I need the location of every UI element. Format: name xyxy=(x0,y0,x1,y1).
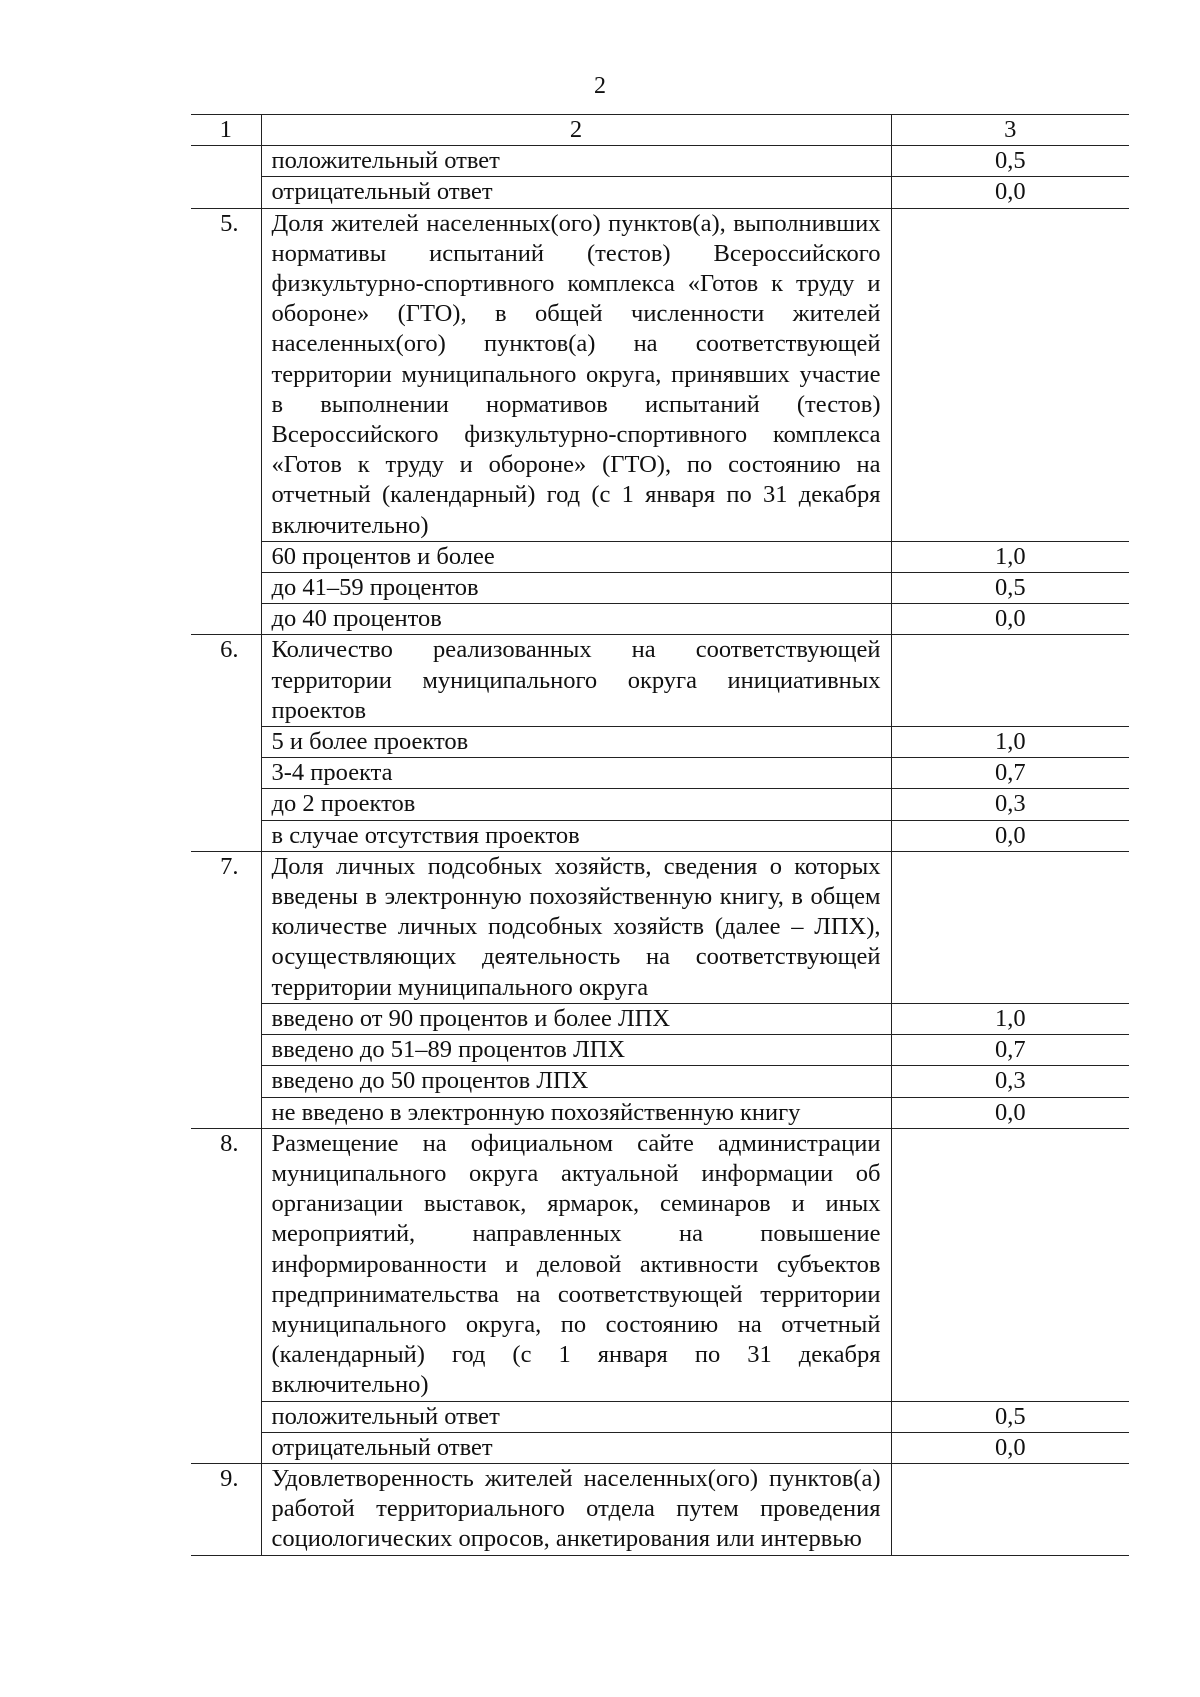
empty-number-cell xyxy=(191,820,261,851)
option-label: положительный ответ xyxy=(261,1401,891,1432)
option-label: до 40 процентов xyxy=(261,604,891,635)
option-value: 0,0 xyxy=(891,1432,1129,1463)
option-value: 1,0 xyxy=(891,541,1129,572)
option-value: 0,3 xyxy=(891,1066,1129,1097)
criteria-table-body xyxy=(191,115,1129,1556)
empty-number-cell xyxy=(191,1003,261,1034)
criterion-row xyxy=(191,1128,1129,1401)
option-label: введено до 50 процентов ЛПХ xyxy=(261,1066,891,1097)
option-value: 0,3 xyxy=(891,789,1129,820)
criterion-row xyxy=(191,1463,1129,1555)
empty-number-cell xyxy=(191,541,261,572)
empty-number-cell xyxy=(191,177,261,208)
criterion-text: Размещение на официальном сайте администрации муниципального округа актуальной информации об организации выставок, ярмарок, семинаров и иных мероприятий, направленных на повышение информированности и деловой активности субъектов предпринимательства на соответствующей территории муниципального округа, по состоянию на отчетный (календарный) год (с 1 января по 31 декабря включительно) xyxy=(261,1128,891,1401)
option-row xyxy=(191,177,1129,208)
empty-number-cell xyxy=(191,604,261,635)
option-label: до 2 проектов xyxy=(261,789,891,820)
option-row xyxy=(191,1097,1129,1128)
page-number: 2 xyxy=(594,73,606,99)
criterion-row xyxy=(191,635,1129,727)
empty-number-cell xyxy=(191,789,261,820)
table-header-row xyxy=(191,115,1129,146)
option-row xyxy=(191,604,1129,635)
criterion-number: 8. xyxy=(191,1128,261,1401)
option-row xyxy=(191,1432,1129,1463)
option-row xyxy=(191,573,1129,604)
option-value: 0,7 xyxy=(891,758,1129,789)
criterion-text: Удовлетворенность жителей населенных(ого) пунктов(а) работой территориального отдела путем проведения социологических опросов, анкетирования или интервью xyxy=(261,1463,891,1555)
header-col3: 3 xyxy=(891,115,1129,146)
criterion-number: 7. xyxy=(191,851,261,1003)
criterion-row xyxy=(191,851,1129,1003)
option-value: 0,7 xyxy=(891,1035,1129,1066)
option-row xyxy=(191,1003,1129,1034)
empty-number-cell xyxy=(191,146,261,177)
option-row xyxy=(191,1066,1129,1097)
option-row xyxy=(191,820,1129,851)
criterion-value-empty xyxy=(891,635,1129,727)
empty-number-cell xyxy=(191,1035,261,1066)
option-row xyxy=(191,541,1129,572)
option-value: 0,0 xyxy=(891,604,1129,635)
option-label: 5 и более проектов xyxy=(261,727,891,758)
option-value: 0,0 xyxy=(891,1097,1129,1128)
option-value: 1,0 xyxy=(891,1003,1129,1034)
option-label: отрицательный ответ xyxy=(261,177,891,208)
option-value: 0,5 xyxy=(891,146,1129,177)
empty-number-cell xyxy=(191,1401,261,1432)
criterion-number: 5. xyxy=(191,208,261,541)
option-label: не введено в электронную похозяйственную книгу xyxy=(261,1097,891,1128)
option-value: 1,0 xyxy=(891,727,1129,758)
option-label: введено до 51–89 процентов ЛПХ xyxy=(261,1035,891,1066)
criterion-text: Доля жителей населенных(ого) пунктов(а), выполнивших нормативы испытаний (тестов) Всероссийского физкультурно-спортивного комплекса «Готов к труду и обороне» (ГТО), в общей численности жителей населенных(ого) пунктов(а) на соответствующей территории муниципального округа, принявших участие в выполнении нормативов испытаний (тестов) Всероссийского физкультурно-спортивного комплекса «Готов к труду и обороне» (ГТО), по состоянию на отчетный (календарный) год (с 1 января по 31 декабря включительно) xyxy=(261,208,891,541)
option-label: в случае отсутствия проектов xyxy=(261,820,891,851)
option-value: 0,5 xyxy=(891,573,1129,604)
option-row xyxy=(191,1401,1129,1432)
option-row xyxy=(191,727,1129,758)
criterion-text: Количество реализованных на соответствующей территории муниципального округа инициативных проектов xyxy=(261,635,891,727)
empty-number-cell xyxy=(191,727,261,758)
criterion-value-empty xyxy=(891,1128,1129,1401)
header-col1: 1 xyxy=(191,115,261,146)
empty-number-cell xyxy=(191,573,261,604)
option-value: 0,0 xyxy=(891,820,1129,851)
option-value: 0,0 xyxy=(891,177,1129,208)
criterion-value-empty xyxy=(891,851,1129,1003)
empty-number-cell xyxy=(191,1097,261,1128)
criterion-text: Доля личных подсобных хозяйств, сведения о которых введены в электронную похозяйственную книгу, в общем количестве личных подсобных хозяйств (далее – ЛПХ), осуществляющих деятельность на соответствующей территории муниципального округа xyxy=(261,851,891,1003)
criterion-row xyxy=(191,208,1129,541)
option-row xyxy=(191,146,1129,177)
criterion-number: 9. xyxy=(191,1463,261,1555)
option-label: до 41–59 процентов xyxy=(261,573,891,604)
option-value: 0,5 xyxy=(891,1401,1129,1432)
criterion-value-empty xyxy=(891,1463,1129,1555)
option-row xyxy=(191,1035,1129,1066)
option-row xyxy=(191,789,1129,820)
header-col2: 2 xyxy=(261,115,891,146)
empty-number-cell xyxy=(191,1066,261,1097)
option-label: 3-4 проекта xyxy=(261,758,891,789)
option-label: введено от 90 процентов и более ЛПХ xyxy=(261,1003,891,1034)
option-label: положительный ответ xyxy=(261,146,891,177)
empty-number-cell xyxy=(191,1432,261,1463)
criterion-value-empty xyxy=(891,208,1129,541)
criterion-number: 6. xyxy=(191,635,261,727)
option-label: 60 процентов и более xyxy=(261,541,891,572)
criteria-table xyxy=(191,114,1129,1556)
option-row xyxy=(191,758,1129,789)
option-label: отрицательный ответ xyxy=(261,1432,891,1463)
empty-number-cell xyxy=(191,758,261,789)
